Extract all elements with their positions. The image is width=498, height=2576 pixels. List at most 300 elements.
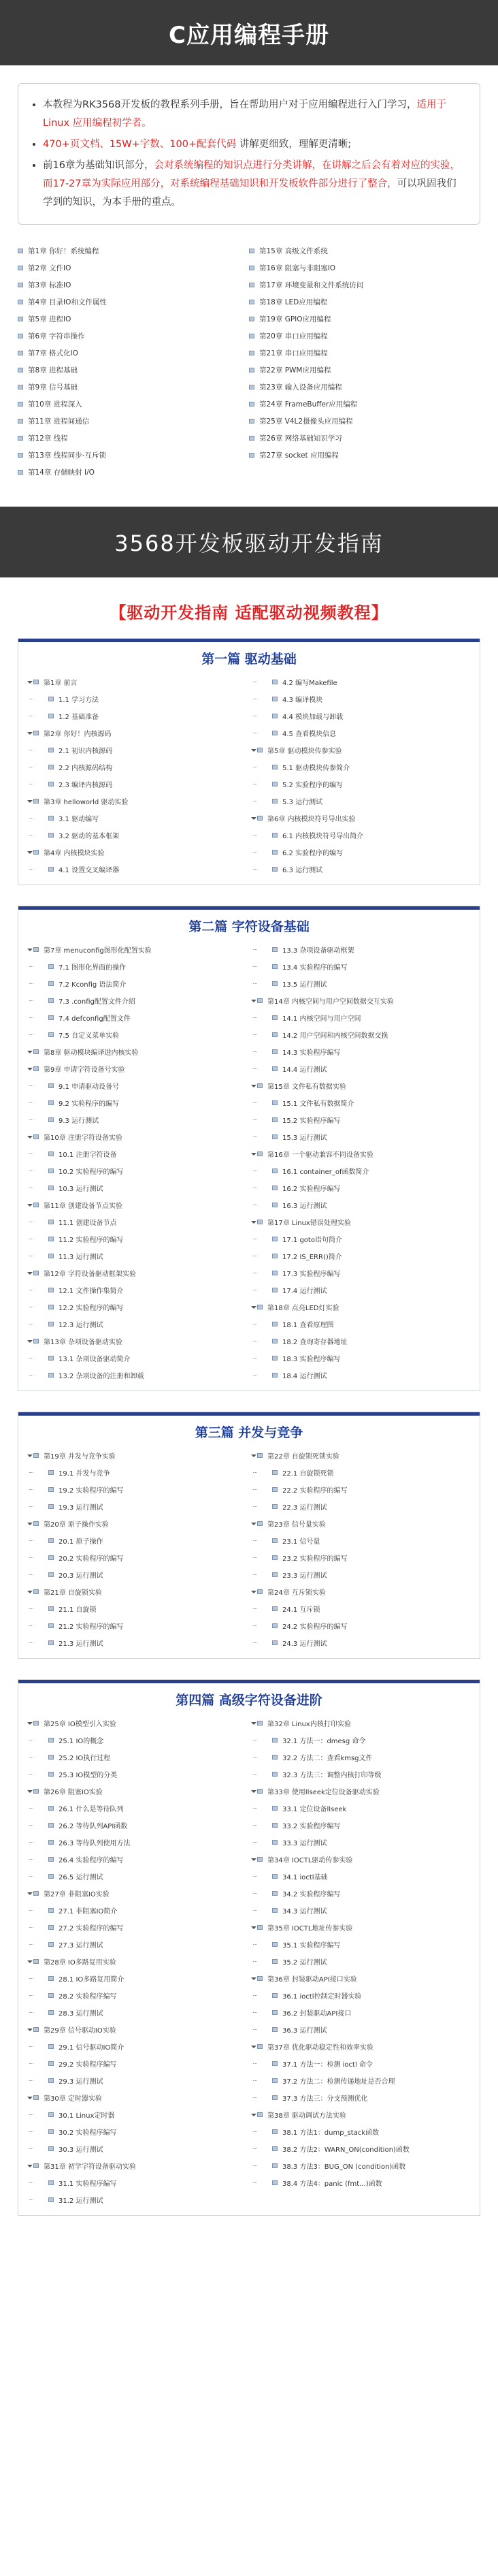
subsection-item[interactable] (249, 1766, 473, 1783)
toc-item-label: 38.2 方法2：WARN_ON(condition)函数 (282, 2146, 410, 2154)
chapter-item[interactable] (25, 2021, 249, 2038)
chapter-item[interactable] (25, 2089, 249, 2106)
subsection-item[interactable] (249, 1532, 473, 1549)
toc-item[interactable] (18, 276, 249, 293)
tree-line (253, 1944, 257, 1945)
subsection-item[interactable] (25, 1532, 249, 1549)
subsection-item[interactable] (25, 1987, 249, 2004)
subsection-item[interactable] (249, 759, 473, 776)
subsection-item[interactable] (25, 1549, 249, 1566)
toc-item-label: 第3章 标准IO (28, 281, 71, 289)
toc-item[interactable] (18, 345, 249, 362)
bookmark-icon (48, 1287, 55, 1293)
toc-item-label: 32.3 方法三：调整内核打印等级 (282, 1772, 382, 1779)
toc-item[interactable] (18, 464, 249, 481)
chapter-item[interactable] (25, 725, 249, 742)
chapter-item[interactable] (249, 1077, 473, 1094)
subsection-item[interactable] (249, 1009, 473, 1026)
subsection-item[interactable] (249, 1834, 473, 1851)
toc-item-label: 11.1 创建设备节点 (59, 1220, 117, 1227)
toc-item-label: 第22章 自旋锁死锁实验 (267, 1453, 339, 1461)
bookmark-icon (48, 1236, 55, 1242)
bookmark-icon (48, 1151, 55, 1157)
toc-item[interactable] (18, 413, 249, 430)
chapter-item[interactable] (25, 1953, 249, 1970)
bookmark-icon (249, 316, 256, 322)
toc-item-label: 第23章 输入设备应用编程 (259, 383, 342, 392)
subsection-item[interactable] (249, 1464, 473, 1481)
toc-item-label: 27.1 非阻塞IO简介 (59, 1908, 118, 1915)
subsection-item[interactable] (25, 1617, 249, 1634)
toc-item[interactable] (249, 328, 480, 345)
chapter-item[interactable] (249, 1145, 473, 1162)
bookmark-icon (272, 1805, 279, 1811)
subsection-item[interactable] (25, 1766, 249, 1783)
subsection-item[interactable] (249, 1936, 473, 1953)
subsection-item[interactable] (25, 1111, 249, 1128)
toc-item-label: 13.2 杂项设备的注册和卸载 (59, 1373, 144, 1380)
subsection-item[interactable] (25, 759, 249, 776)
chapter-item[interactable] (249, 1715, 473, 1732)
toc-item-label: 32.2 方法二：查看kmsg文件 (282, 1755, 373, 1762)
subsection-item[interactable] (249, 707, 473, 725)
subsection-item[interactable] (25, 1094, 249, 1111)
subsection-item[interactable] (25, 1749, 249, 1766)
subsection-item[interactable] (25, 2191, 249, 2208)
tree-line (29, 1842, 33, 1843)
toc-item-label: 第33章 使用llseek定位设备驱动实验 (267, 1789, 380, 1796)
subsection-item[interactable] (25, 810, 249, 827)
toc-item-label: 31.2 运行测试 (59, 2197, 103, 2205)
toc-item-label: 36.3 运行测试 (282, 2027, 327, 2035)
bookmark-icon (48, 1975, 55, 1982)
subsection-item[interactable] (249, 673, 473, 690)
subsection-item[interactable] (25, 1145, 249, 1162)
toc-item[interactable] (249, 447, 480, 464)
toc-item-label: 第27章 socket 应用编程 (259, 451, 339, 460)
bookmark-icon (18, 282, 24, 288)
chapter-item[interactable] (249, 1213, 473, 1230)
bookmark-icon (48, 1304, 55, 1310)
bookmark-icon (33, 1338, 40, 1344)
toc-item-label: 19.1 并发与竞争 (59, 1470, 110, 1478)
chapter-item[interactable] (25, 1447, 249, 1464)
chapter-item[interactable] (25, 844, 249, 861)
chapter-item[interactable] (249, 742, 473, 759)
toc-item[interactable] (18, 430, 249, 447)
subsection-item[interactable] (249, 1549, 473, 1566)
toc-item-label: 第10章 注册字符设备实验 (44, 1134, 122, 1142)
chapter-item[interactable] (249, 1447, 473, 1464)
toc-item-label: 第7章 格式化IO (28, 349, 78, 357)
subsection-item[interactable] (25, 1009, 249, 1026)
subsection-item[interactable] (249, 1333, 473, 1350)
tree-line (253, 1017, 257, 1018)
bookmark-icon (272, 679, 279, 685)
toc-item-label: 27.2 实验程序的编写 (59, 1925, 124, 1933)
subsection-item[interactable] (249, 1868, 473, 1885)
subsection-item[interactable] (25, 1566, 249, 1583)
subsection-item[interactable] (249, 1060, 473, 1077)
subsection-item[interactable] (25, 1213, 249, 1230)
toc-item-label: 4.5 查看模块信息 (282, 731, 337, 738)
chapter-item[interactable] (25, 1715, 249, 1732)
toc-item[interactable] (18, 396, 249, 413)
subsection-item[interactable] (249, 1817, 473, 1834)
subsection-item[interactable] (249, 1367, 473, 1384)
chapter-item[interactable] (25, 673, 249, 690)
subsection-item[interactable] (249, 2123, 473, 2140)
toc-item-label: 5.2 实验程序的编写 (282, 782, 344, 789)
subsection-item[interactable] (25, 1732, 249, 1749)
toc-item-label: 18.1 查看原理图 (282, 1322, 334, 1329)
subsection-item[interactable] (25, 992, 249, 1009)
bookmark-icon (272, 1754, 279, 1760)
subsection-item[interactable] (249, 1953, 473, 1970)
tree-line (29, 1859, 33, 1860)
chapter-item[interactable] (25, 1583, 249, 1600)
toc-item-label: 第1章 前言 (44, 680, 78, 687)
subsection-item[interactable] (25, 958, 249, 975)
toc-item[interactable] (249, 413, 480, 430)
toc-item-label: 第12章 线程 (28, 434, 68, 443)
toc-item-label: 7.2 Kconfig 语法简介 (59, 981, 127, 989)
subsection-item[interactable] (25, 2123, 249, 2140)
toc-item-label: 第8章 进程基础 (28, 366, 78, 375)
toc-item-label: 3.2 驱动的基本框架 (59, 833, 120, 840)
toc-item-label: 第13章 杂项设备驱动实验 (44, 1339, 122, 1346)
chapter-item[interactable] (25, 941, 249, 958)
tree-line (29, 1557, 33, 1558)
subsection-item[interactable] (249, 2021, 473, 2038)
bookmark-icon (272, 1958, 279, 1965)
toc-item-label: 18.2 查询寄存器地址 (282, 1339, 348, 1346)
toc-item-label: 26.4 实验程序的编写 (59, 1857, 124, 1864)
subsection-item[interactable] (25, 2140, 249, 2157)
toc-item-label: 19.3 运行测试 (59, 1504, 103, 1512)
subsection-item[interactable] (249, 2157, 473, 2174)
toc-item[interactable] (249, 362, 480, 379)
subsection-item[interactable] (25, 776, 249, 793)
subsection-item[interactable] (249, 2072, 473, 2089)
subsection-item[interactable] (25, 707, 249, 725)
bookmark-icon (249, 265, 256, 271)
subsection-item[interactable] (249, 1043, 473, 1060)
subsection-item[interactable] (25, 1970, 249, 1987)
subsection-item[interactable] (249, 1282, 473, 1299)
toc-item-label: 7.1 图形化界面的操作 (59, 964, 127, 972)
toc-item[interactable] (18, 328, 249, 345)
subsection-item[interactable] (249, 975, 473, 992)
subsection-item[interactable] (249, 1634, 473, 1651)
chapter-item[interactable] (249, 1919, 473, 1936)
toc-item[interactable] (18, 362, 249, 379)
bookmark-icon (257, 1975, 264, 1982)
toc-item-label: 第13章 线程同步-互斥锁 (28, 451, 106, 460)
subsection-item[interactable] (249, 2055, 473, 2072)
tree-line (253, 852, 257, 853)
subsection-item[interactable] (249, 793, 473, 810)
driver-guide-subtitle: 【驱动开发指南 适配驱动视频教程】 (110, 603, 388, 622)
chapter-item[interactable] (25, 1265, 249, 1282)
tree-line (253, 1757, 257, 1758)
chapter-item[interactable] (25, 1783, 249, 1800)
section-title: 第二篇 字符设备基础 (18, 906, 480, 941)
subsection-item[interactable] (25, 1367, 249, 1384)
subsection-item[interactable] (25, 1851, 249, 1868)
bookmark-icon (272, 1100, 279, 1106)
chapter-item[interactable] (25, 793, 249, 810)
subsection-item[interactable] (25, 1817, 249, 1834)
bookmark-icon (272, 1572, 279, 1578)
toc-item[interactable] (249, 259, 480, 276)
subsection-item[interactable] (25, 1834, 249, 1851)
chapter-item[interactable] (25, 1128, 249, 1145)
subsection-item[interactable] (25, 1498, 249, 1515)
subsection-item[interactable] (25, 1936, 249, 1953)
bookmark-icon (33, 1720, 40, 1726)
section-right-column (249, 673, 473, 878)
tree-line (253, 2165, 257, 2166)
toc-item-label: 1.2 基础准备 (59, 714, 99, 721)
subsection-item[interactable] (249, 1162, 473, 1179)
subsection-item[interactable] (25, 2072, 249, 2089)
bookmark-icon (48, 1486, 55, 1493)
subsection-item[interactable] (25, 827, 249, 844)
bookmark-icon (48, 2078, 55, 2084)
toc-item[interactable] (18, 293, 249, 311)
subsection-item[interactable] (25, 1902, 249, 1919)
subsection-item[interactable] (249, 1350, 473, 1367)
toc-item[interactable] (249, 242, 480, 259)
subsection-item[interactable] (25, 1350, 249, 1367)
tree-line (253, 1506, 257, 1507)
subsection-item[interactable] (25, 1247, 249, 1265)
bookmark-icon (48, 2129, 55, 2135)
chapter-item[interactable] (25, 1515, 249, 1532)
subsection-item[interactable] (25, 2055, 249, 2072)
c-manual-toc (18, 242, 480, 481)
subsection-item[interactable] (25, 1600, 249, 1617)
subsection-item[interactable] (25, 2106, 249, 2123)
subsection-item[interactable] (249, 827, 473, 844)
driver-sections (0, 638, 498, 2216)
toc-item-label: 24.2 实验程序的编写 (282, 1623, 348, 1631)
subsection-item[interactable] (25, 2004, 249, 2021)
subsection-item[interactable] (249, 776, 473, 793)
chapter-item[interactable] (25, 1060, 249, 1077)
subsection-item[interactable] (25, 1179, 249, 1196)
subsection-item[interactable] (249, 1265, 473, 1282)
toc-item[interactable] (249, 276, 480, 293)
subsection-item[interactable] (249, 690, 473, 707)
intro-bullet-2: • 470+页文档、15W+字数、100+配套代码 讲解更细致，理解更清晰; (43, 136, 466, 154)
chapter-item[interactable] (249, 2038, 473, 2055)
toc-item-label: 14.1 内核空间与用户空间 (282, 1015, 361, 1023)
bookmark-icon (48, 1873, 55, 1879)
subsection-item[interactable] (25, 690, 249, 707)
chapter-item[interactable] (25, 1885, 249, 1902)
bookmark-icon (18, 418, 24, 424)
toc-item-label: 第7章 menuconfig图形化配置实验 (44, 947, 152, 955)
subsection-item[interactable] (25, 1299, 249, 1316)
subsection-item[interactable] (25, 861, 249, 878)
subsection-item[interactable] (249, 1902, 473, 1919)
subsection-item[interactable] (249, 1094, 473, 1111)
subsection-item[interactable] (25, 1026, 249, 1043)
tree-line (253, 1472, 257, 1473)
subsection-item[interactable] (25, 1230, 249, 1247)
chapter-item[interactable] (249, 1851, 473, 1868)
subsection-item[interactable] (25, 1919, 249, 1936)
chapter-item[interactable] (249, 810, 473, 827)
subsection-item[interactable] (249, 1481, 473, 1498)
subsection-item[interactable] (249, 861, 473, 878)
toc-item[interactable] (18, 447, 249, 464)
subsection-item[interactable] (249, 1230, 473, 1247)
subsection-item[interactable] (249, 1987, 473, 2004)
subsection-item[interactable] (249, 844, 473, 861)
bookmark-icon (272, 1839, 279, 1845)
toc-item[interactable] (18, 379, 249, 396)
subsection-item[interactable] (25, 1162, 249, 1179)
bookmark-icon (48, 2044, 55, 2050)
toc-item-label: 20.3 运行测试 (59, 1572, 103, 1580)
subsection-item[interactable] (249, 941, 473, 958)
subsection-item[interactable] (25, 1868, 249, 1885)
bookmark-icon (249, 452, 256, 458)
bookmark-icon (272, 832, 279, 838)
subsection-item[interactable] (249, 1128, 473, 1145)
toc-item-label: 12.1 文件操作集简介 (59, 1288, 124, 1295)
bookmark-icon (272, 1134, 279, 1140)
bookmark-icon (272, 1873, 279, 1879)
chapter-item[interactable] (249, 992, 473, 1009)
bookmark-icon (257, 1924, 264, 1930)
toc-item-label: 28.1 IO多路复用简介 (59, 1976, 124, 1984)
subsection-item[interactable] (249, 1600, 473, 1617)
bookmark-icon (48, 2180, 55, 2186)
toc-item-label: 9.2 实验程序的编写 (59, 1100, 120, 1108)
subsection-item[interactable] (249, 2140, 473, 2157)
subsection-item[interactable] (249, 1566, 473, 1583)
bookmark-icon (249, 418, 256, 424)
subsection-item[interactable] (25, 2174, 249, 2191)
bookmark-icon (48, 1640, 55, 1646)
toc-item-label: 22.2 实验程序的编写 (282, 1487, 348, 1495)
toc-item-label: 13.1 杂项设备驱动简介 (59, 1356, 131, 1363)
subsection-item[interactable] (25, 1077, 249, 1094)
toc-item-label: 36.2 封装驱动API接口 (282, 2010, 352, 2018)
toc-item[interactable] (18, 242, 249, 259)
subsection-item[interactable] (249, 958, 473, 975)
subsection-item[interactable] (249, 1749, 473, 1766)
bookmark-icon (18, 367, 24, 373)
chapter-item[interactable] (25, 1333, 249, 1350)
subsection-item[interactable] (249, 1247, 473, 1265)
subsection-item[interactable] (249, 1196, 473, 1213)
chapter-item[interactable] (249, 1970, 473, 1987)
bookmark-icon (18, 350, 24, 356)
intro-bullet-1: • 本教程为RK3568开发板的教程系列手册，旨在帮助用户对于应用编程进行入门学习，适用于 Linux 应用编程初学者。 (43, 96, 466, 133)
chapter-item[interactable] (249, 1515, 473, 1532)
toc-item-label: 21.1 自旋锁 (59, 1606, 97, 1614)
toc-item[interactable] (249, 345, 480, 362)
subsection-item[interactable] (249, 1885, 473, 1902)
toc-item[interactable] (18, 311, 249, 328)
subsection-item[interactable] (25, 975, 249, 992)
bookmark-icon (272, 1469, 279, 1476)
subsection-item[interactable] (249, 2089, 473, 2106)
subsection-item[interactable] (25, 1464, 249, 1481)
toc-item[interactable] (249, 293, 480, 311)
chapter-item[interactable] (249, 1299, 473, 1316)
bookmark-icon (33, 1202, 40, 1208)
subsection-item[interactable] (249, 1026, 473, 1043)
tree-line (29, 1102, 33, 1103)
bookmark-icon (257, 998, 264, 1004)
subsection-item[interactable] (25, 1282, 249, 1299)
section-box (18, 1412, 480, 1659)
toc-item-label: 26.3 等待队列使用方法 (59, 1840, 131, 1847)
chapter-item[interactable] (25, 2157, 249, 2174)
toc-item-label: 第30章 定时器实验 (44, 2095, 102, 2103)
tree-line (253, 1825, 257, 1826)
subsection-item[interactable] (249, 2004, 473, 2021)
subsection-item[interactable] (25, 2038, 249, 2055)
subsection-item[interactable] (249, 1498, 473, 1515)
bookmark-icon (257, 1788, 264, 1794)
chapter-item[interactable] (249, 1583, 473, 1600)
section-title: 第一篇 驱动基础 (18, 639, 480, 673)
bookmark-icon (272, 1287, 279, 1293)
toc-item-label: 37.3 方法三：分支预测优化 (282, 2095, 368, 2103)
subsection-item[interactable] (249, 1732, 473, 1749)
subsection-item[interactable] (249, 1316, 473, 1333)
subsection-item[interactable] (25, 1800, 249, 1817)
bookmark-icon (272, 2163, 279, 2169)
subsection-item[interactable] (25, 1634, 249, 1651)
subsection-item[interactable] (249, 1111, 473, 1128)
toc-item[interactable] (249, 311, 480, 328)
subsection-item[interactable] (249, 1179, 473, 1196)
section-right-column (249, 941, 473, 1384)
toc-item[interactable] (249, 430, 480, 447)
toc-item-label: 27.3 运行测试 (59, 1942, 103, 1950)
chapter-item[interactable] (25, 1043, 249, 1060)
section-title: 第三篇 并发与竞争 (18, 1412, 480, 1447)
chapter-item[interactable] (25, 1196, 249, 1213)
toc-item-label: 第27章 非阻塞IO实验 (44, 1891, 110, 1898)
subsection-item[interactable] (25, 742, 249, 759)
section-title: 第四篇 高级字符设备进阶 (18, 1680, 480, 1715)
toc-item-label: 第21章 自旋锁实验 (44, 1589, 102, 1597)
subsection-item[interactable] (249, 725, 473, 742)
toc-item[interactable] (249, 396, 480, 413)
subsection-item[interactable] (25, 1316, 249, 1333)
chapter-item[interactable] (249, 1783, 473, 1800)
subsection-item[interactable] (249, 1617, 473, 1634)
subsection-item[interactable] (249, 2174, 473, 2191)
bookmark-icon (48, 1754, 55, 1760)
subsection-item[interactable] (249, 1800, 473, 1817)
toc-item-label: 4.1 设置交叉编译器 (59, 867, 120, 874)
toc-item-label: 17.4 运行测试 (282, 1288, 327, 1295)
subsection-item[interactable] (25, 1481, 249, 1498)
toc-item[interactable] (18, 259, 249, 276)
chapter-item[interactable] (249, 2106, 473, 2123)
toc-item[interactable] (249, 379, 480, 396)
